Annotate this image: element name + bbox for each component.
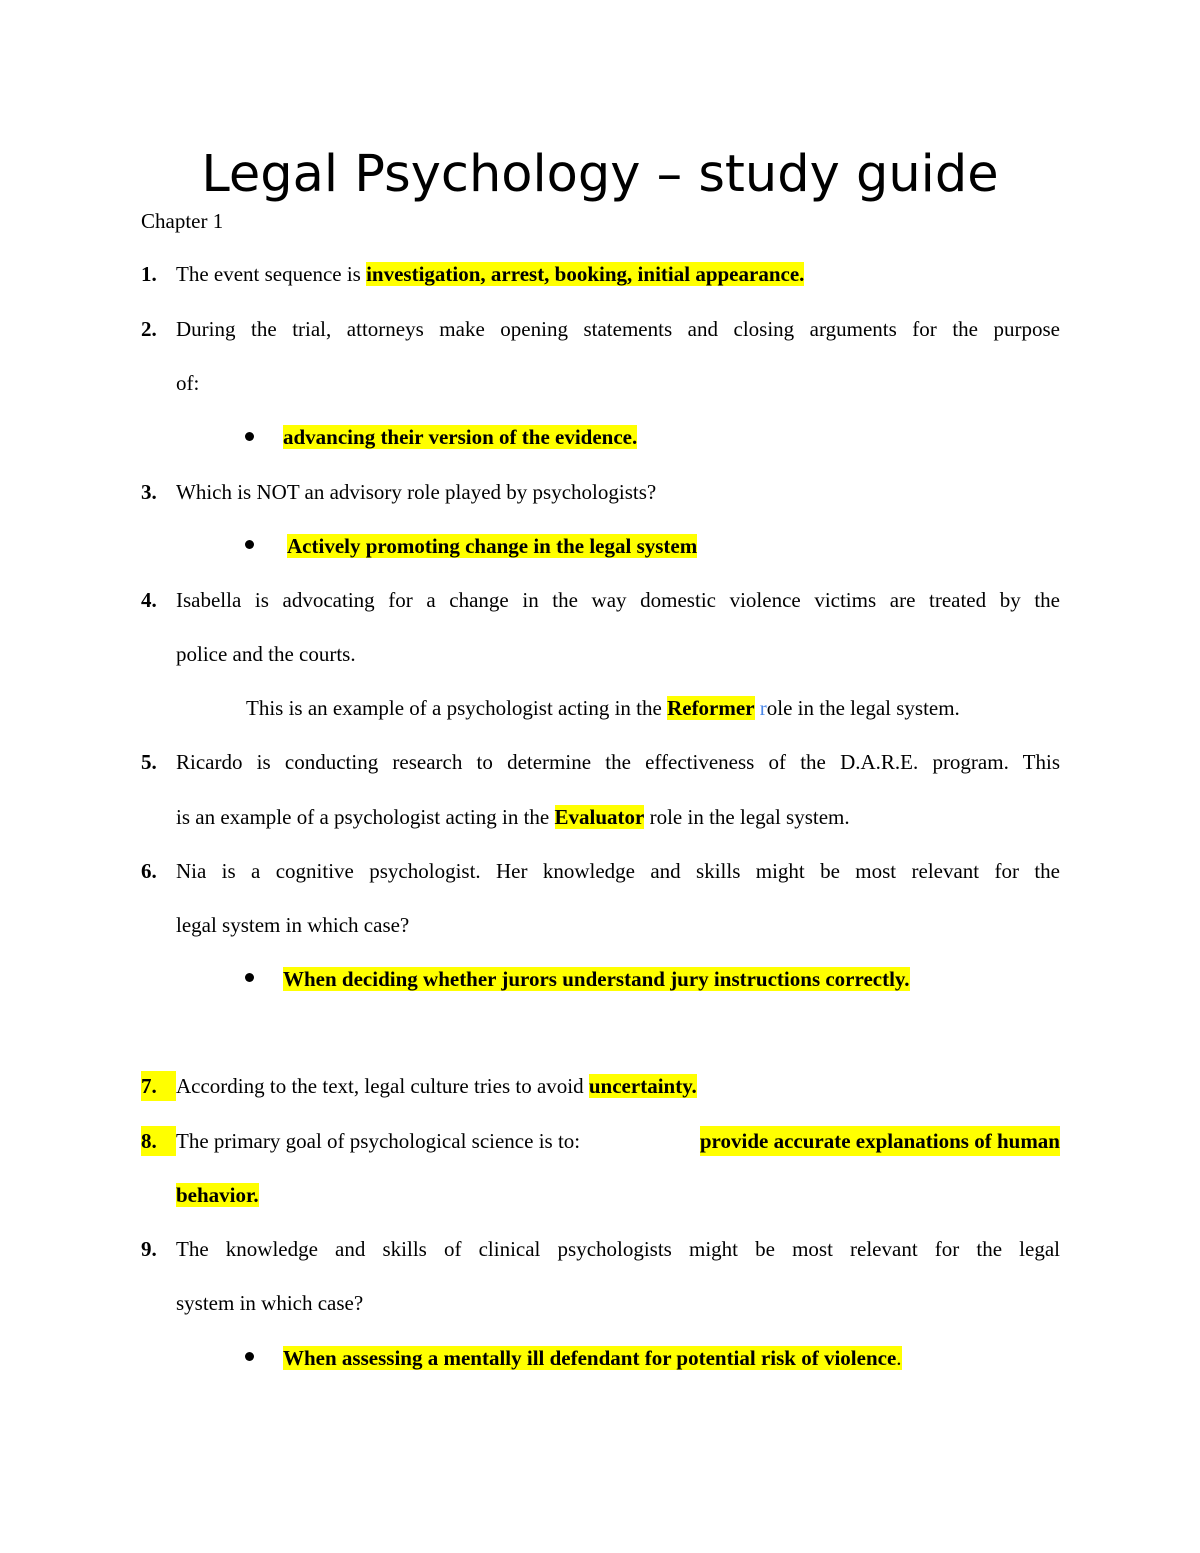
question-9-line-1: The knowledge and skills of clinical psychologists might be most relevant for the legal bbox=[176, 1237, 1060, 1261]
question-4-line-2: police and the courts. bbox=[176, 642, 356, 666]
question-5-tail: role in the legal system. bbox=[644, 805, 850, 829]
question-9-line-2: system in which case? bbox=[176, 1291, 364, 1315]
question-7 bbox=[176, 1071, 697, 1101]
question-number-5: 5. bbox=[141, 750, 157, 774]
question-2-line-2: of: bbox=[176, 371, 200, 395]
answer-9-line bbox=[283, 1343, 902, 1373]
question-5-text: is an example of a psychologist acting in the bbox=[176, 805, 555, 829]
answer-6-line bbox=[283, 964, 910, 994]
question-number-1: 1. bbox=[141, 262, 157, 286]
answer-3-line bbox=[287, 531, 697, 561]
question-number-2: 2. bbox=[141, 317, 157, 341]
question-number-9: 9. bbox=[141, 1237, 157, 1261]
question-4-text: This is an example of a psychologist acting in the bbox=[246, 696, 668, 720]
answer-3: Actively promoting change in the legal system bbox=[287, 534, 698, 558]
question-4-line-3 bbox=[246, 693, 960, 723]
question-4-tail: ole in the legal system. bbox=[766, 696, 960, 720]
question-5-line-1: Ricardo is conducting research to determine the effectiveness of the D.A.R.E. program. This bbox=[176, 750, 1060, 774]
question-2-line-1: During the trial, attorneys make opening statements and closing arguments for the purpose bbox=[176, 317, 1060, 341]
page-title: Legal Psychology – study guide bbox=[201, 145, 999, 204]
question-number-7: 7. bbox=[141, 1071, 176, 1101]
answer-9-period: . bbox=[896, 1346, 902, 1370]
question-6-line-1: Nia is a cognitive psychologist. Her knowledge and skills might be most relevant for the bbox=[176, 859, 1060, 883]
question-number-6: 6. bbox=[141, 859, 157, 883]
question-8-line-2 bbox=[176, 1180, 259, 1210]
question-7-text: According to the text, legal culture tries to avoid bbox=[176, 1074, 589, 1098]
answer-4: Reformer bbox=[667, 696, 755, 720]
answer-9: When assessing a mentally ill defendant for potential risk of violence bbox=[283, 1346, 897, 1370]
answer-2-line bbox=[283, 422, 637, 452]
question-5-line-2 bbox=[176, 802, 850, 832]
bullet-icon bbox=[245, 432, 254, 441]
bullet-icon bbox=[245, 540, 254, 549]
answer-2: advancing their version of the evidence. bbox=[283, 425, 638, 449]
answer-1: investigation, arrest, booking, initial appearance. bbox=[366, 262, 805, 286]
answer-6: When deciding whether jurors understand jury instructions correctly. bbox=[283, 967, 910, 991]
question-number-8: 8. bbox=[141, 1126, 176, 1156]
question-1 bbox=[176, 259, 804, 289]
chapter-heading: Chapter 1 bbox=[141, 209, 224, 233]
question-number-4: 4. bbox=[141, 588, 157, 612]
answer-5: Evaluator bbox=[554, 805, 645, 829]
question-number-3: 3. bbox=[141, 480, 157, 504]
answer-8-part-2: behavior. bbox=[176, 1183, 259, 1207]
bullet-icon bbox=[245, 973, 254, 982]
question-4-line-1: Isabella is advocating for a change in the way domestic violence victims are treated by the bbox=[176, 588, 1060, 612]
edit-mark: r bbox=[759, 696, 767, 720]
question-8-line-1 bbox=[176, 1126, 1060, 1156]
question-3: Which is NOT an advisory role played by psychologists? bbox=[176, 480, 657, 504]
answer-8-part-1: provide accurate explanations of human bbox=[700, 1126, 1060, 1156]
question-6-line-2: legal system in which case? bbox=[176, 913, 410, 937]
answer-7: uncertainty. bbox=[588, 1074, 697, 1098]
question-1-text: The event sequence is bbox=[176, 262, 367, 286]
question-8-text: The primary goal of psychological science is to: bbox=[176, 1129, 581, 1153]
bullet-icon bbox=[245, 1352, 254, 1361]
